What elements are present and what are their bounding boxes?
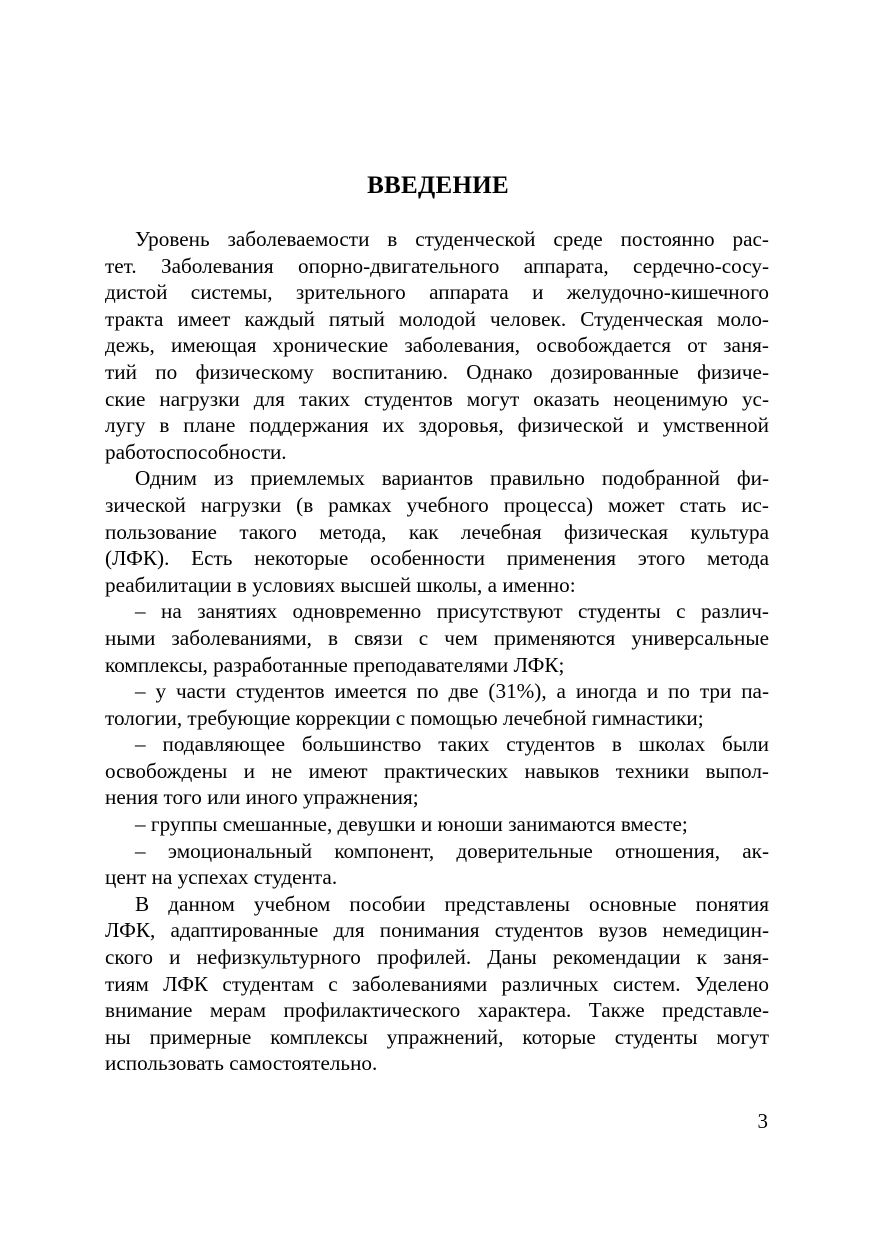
text-line: тий по физическому воспитанию. Однако дозированные физиче- [105, 359, 769, 384]
list-item-line: – подавляющее большинство таких студентов в школах были [135, 732, 769, 757]
list-item-line: – на занятиях одновременно присутствуют студенты с различ- [135, 599, 769, 624]
text-line: В данном учебном пособии представлены основные понятия [135, 891, 769, 916]
text-line: тракта имеет каждый пятый молодой человек. Студенческая моло- [105, 306, 769, 331]
text-line: зической нагрузки (в рамках учебного процесса) может стать ис- [105, 492, 769, 517]
text-line: лугу в плане поддержания их здоровья, физической и умственной [105, 413, 769, 438]
text-line: тиям ЛФК студентам с заболеваниями различных систем. Уделено [105, 971, 769, 996]
text-line: использовать самостоятельно. [105, 1051, 378, 1076]
list-item-line: комплексы, разработанные преподавателями ЛФК; [105, 652, 565, 677]
text-line: дистой системы, зрительного аппарата и желудочно-кишечного [105, 280, 769, 305]
text-line: внимание мерам профилактического характера. Также представле- [105, 998, 769, 1023]
text-line: ЛФК, адаптированные для понимания студентов вузов немедицин- [105, 918, 769, 943]
list-item-line: ными заболеваниями, в связи с чем применяются универсальные [105, 625, 769, 650]
list-item-line: нения того или иного упражнения; [105, 785, 419, 810]
text-line: тет. Заболевания опорно-двигательного аппарата, сердечно-сосу- [105, 253, 769, 278]
text-line: ского и нефизкультурного профилей. Даны рекомендации к заня- [105, 945, 769, 970]
list-item-line: цент на успехах студента. [105, 865, 338, 890]
text-line: пользование такого метода, как лечебная физическая культура [105, 519, 769, 544]
list-item-line: – у части студентов имеется по две (31%), а иногда и по три па- [135, 679, 769, 704]
page-title: ВВЕДЕНИЕ [367, 172, 509, 199]
list-item-line: – эмоциональный компонент, доверительные отношения, ак- [135, 838, 769, 863]
text-line: Одним из приемлемых вариантов правильно подобранной фи- [135, 466, 769, 491]
list-item-line: тологии, требующие коррекции с помощью лечебной гимнастики; [105, 705, 704, 730]
text-line: Уровень заболеваемости в студенческой среде постоянно рас- [135, 227, 769, 251]
list-item-line: – группы смешанные, девушки и юноши занимаются вместе; [135, 812, 688, 837]
text-line: ны примерные комплексы упражнений, которые студенты могут [105, 1024, 769, 1049]
text-line: реабилитации в условиях высшей школы, а именно: [105, 572, 576, 597]
text-line: дежь, имеющая хронические заболевания, освобождается от заня- [105, 333, 769, 358]
page-number: 3 [757, 1109, 768, 1133]
text-line: ские нагрузки для таких студентов могут оказать неоценимую ус- [105, 386, 769, 411]
text-line: работоспособности. [105, 439, 287, 464]
list-item-line: освобождены и не имеют практических навыков техники выпол- [105, 758, 769, 783]
text-line: (ЛФК). Есть некоторые особенности применения этого метода [105, 546, 769, 571]
body-text [105, 226, 769, 1077]
